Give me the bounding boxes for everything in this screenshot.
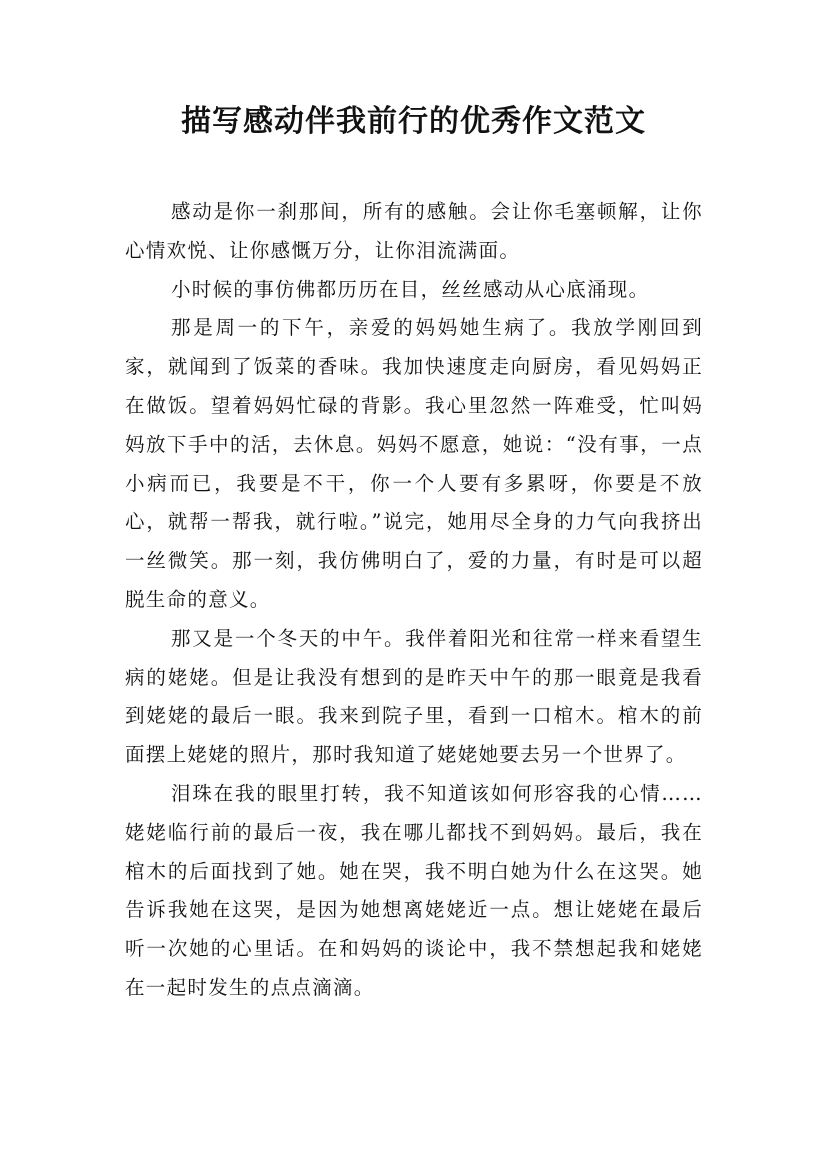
paragraph-5: 泪珠在我的眼里打转，我不知道该如何形容我的心情……姥姥临行前的最后一夜，我在哪儿都找不到妈妈。最后，我在棺木的后面找到了她。她在哭，我不明白她为什么在这哭。她告诉我她在这哭，是因为她想离姥姥近一点。想让姥姥在最后听一次她的心里话。在和妈妈的谈论中，我不禁想起我和姥姥在一起时发生的点点滴滴。 [125, 781, 703, 999]
paragraph-3: 那是周一的下午，亲爱的妈妈她生病了。我放学刚回到家，就闻到了饭菜的香味。我加快速度走向厨房，看见妈妈正在做饭。望着妈妈忙碌的背影。我心里忽然一阵难受，忙叫妈妈放下手中的活，去休息。妈妈不愿意，她说：“没有事，一点小病而已，我要是不干，你一个人要有多累呀，你要是不放心，就帮一帮我，就行啦。”说完，她用尽全身的力气向我挤出一丝微笑。那一刻，我仿佛明白了，爱的力量，有时是可以超脱生命的意义。 [125, 316, 703, 611]
essay-body [125, 193, 703, 1008]
page-title: 描写感动伴我前行的优秀作文范文 [181, 104, 646, 139]
paragraph-2: 小时候的事仿佛都历历在目，丝丝感动从心底涌现。 [171, 277, 650, 301]
paragraph-4: 那又是一个冬天的中午。我伴着阳光和往常一样来看望生病的姥姥。但是让我没有想到的是昨天中午的那一眼竟是我看到姥姥的最后一眼。我来到院子里，看到一口棺木。棺木的前面摆上姥姥的照片，那时我知道了姥姥她要去另一个世界了。 [125, 626, 703, 767]
paragraph-1: 感动是你一刹那间，所有的感触。会让你毛塞顿解，让你心情欢悦、让你感慨万分，让你泪流满面。 [125, 200, 703, 262]
